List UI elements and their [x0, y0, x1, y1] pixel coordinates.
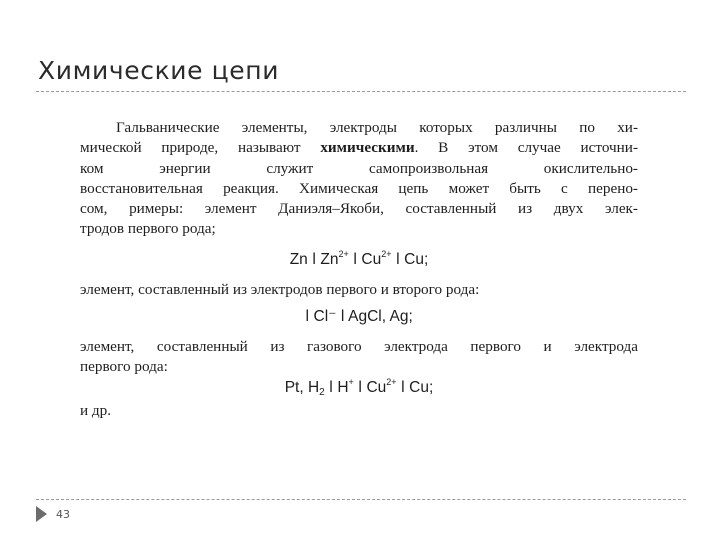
etc-text: и др.	[80, 402, 112, 419]
slide-title: Химические цепи	[38, 56, 280, 85]
paragraph-line: мической природе, называют химическими. В этом случае источни-	[80, 139, 638, 157]
paragraph-line: тродов первого рода;	[80, 220, 216, 238]
footer-divider	[36, 499, 686, 500]
title-divider	[36, 91, 686, 92]
daniell-cell-formula: Zn ǀ $Zn^{2+}$ ǀ $Cu^{2+}$ ǀ Cu;	[289, 249, 429, 268]
paragraph-line: восстановительная реакция. Химическая цепь может быть с перено-	[80, 179, 638, 197]
slide-footer	[36, 505, 70, 523]
paragraph-line: ком энергии служит самопроизвольная окислительно-	[80, 159, 638, 177]
paragraph-line: элемент, составленный из газового электрода первого и электрода	[80, 338, 638, 355]
bullet-triangle-icon	[36, 506, 47, 522]
gas-electrode-text	[80, 337, 638, 378]
silver-chloride-formula: ǀ Cl⁻ ǀ AgCl, Ag;	[305, 308, 413, 325]
hydrogen-electrode-formula: Pt, $H_2$ ǀ H+ ǀ $Cu^{2+}$ ǀ Cu;	[284, 377, 434, 398]
paragraph-line: сом, римеры: элемент Даниэля–Якоби, составленный из двух элек-	[80, 200, 638, 218]
second-kind-text: элемент, составленный из электродов первого и второго рода:	[80, 281, 480, 298]
paragraph-line: Гальванические элементы, электроды которых различны по хи-	[116, 119, 638, 136]
emphasis-term: химическими	[320, 139, 415, 157]
intro-paragraph	[80, 118, 638, 240]
page-number: 43	[56, 507, 70, 521]
paragraph-line: первого рода:	[80, 358, 168, 376]
